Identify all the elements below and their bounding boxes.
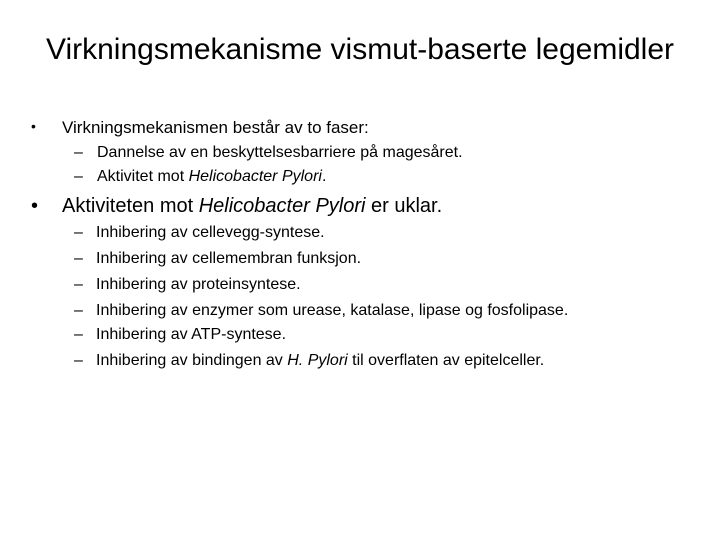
sub-bullet-text: Inhibering av cellevegg-syntese.	[96, 224, 325, 241]
slide-title: Virkningsmekanisme vismut-baserte legemidler	[45, 33, 675, 66]
sub-bullet-text: Dannelse av en beskyttelsesbarriere på magesåret.	[97, 144, 463, 161]
dash-marker: –	[74, 326, 83, 343]
bullet-marker: •	[31, 195, 39, 217]
dash-marker: –	[74, 352, 83, 369]
dash-marker: –	[74, 250, 83, 267]
bullet-text: Virkningsmekanismen består av to faser:	[62, 118, 369, 137]
dash-marker: –	[74, 224, 83, 241]
dash-marker: –	[74, 168, 83, 185]
bullet-marker: •	[31, 118, 36, 134]
sub-bullet-text: Inhibering av bindingen av H. Pylori til overflaten av epitelceller.	[96, 352, 545, 369]
sub-bullet-text: Inhibering av proteinsyntese.	[96, 276, 301, 293]
dash-marker: –	[74, 302, 83, 319]
dash-marker: –	[74, 276, 83, 293]
sub-bullet-text: Inhibering av enzymer som urease, katalase, lipase og fosfolipase.	[96, 302, 569, 319]
sub-bullet-text: Aktivitet mot Helicobacter Pylori.	[97, 168, 327, 185]
sub-bullet-text: Inhibering av cellemembran funksjon.	[96, 250, 362, 267]
dash-marker: –	[74, 144, 83, 161]
bullet-text: Aktiviteten mot Helicobacter Pylori er uklar.	[62, 195, 443, 217]
sub-bullet-text: Inhibering av ATP-syntese.	[96, 326, 287, 343]
